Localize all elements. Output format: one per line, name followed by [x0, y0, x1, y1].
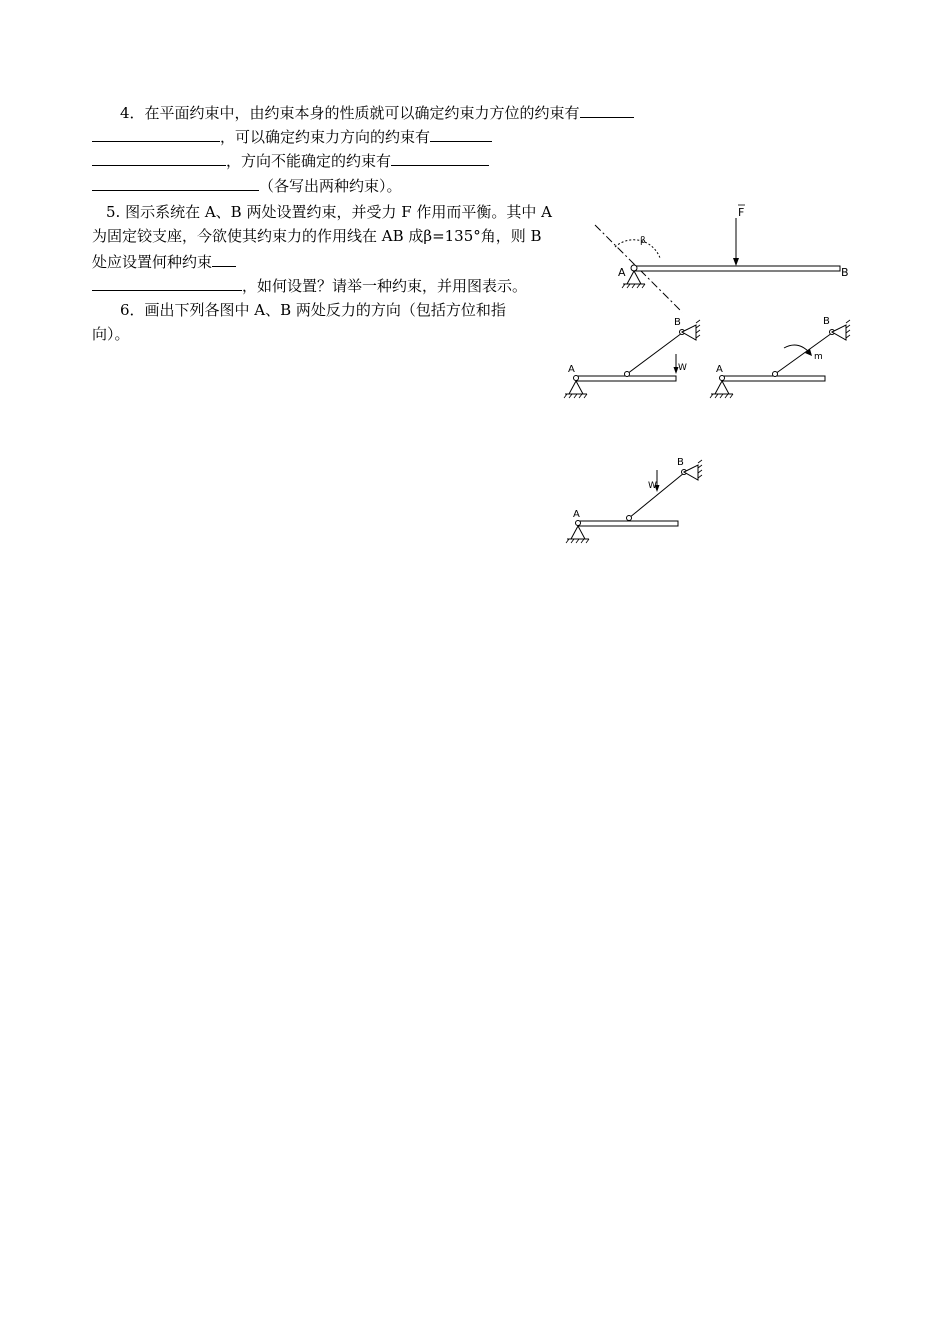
q4-blank-3[interactable]: [430, 124, 492, 142]
hinge-support-a: [627, 271, 641, 284]
q4-line-2: [92, 124, 492, 149]
rod-6a: [627, 333, 682, 374]
q5-blank-1[interactable]: [212, 249, 236, 267]
beam-ab: [634, 266, 840, 271]
pin-a-6b: [720, 376, 725, 381]
pin-a-6a: [574, 376, 579, 381]
figure-q6-b: [706, 310, 856, 410]
pin-mid-6a: [625, 372, 630, 377]
q4-line-3-text: ，方向不能确定的约束有: [226, 152, 392, 170]
pin-mid-6c: [627, 516, 632, 521]
load-label-6c: W: [648, 481, 657, 491]
point-a-label-6c: A: [573, 509, 580, 520]
support-b-6c: [684, 465, 698, 480]
angle-label: β: [640, 236, 646, 246]
q4-line-3: [92, 148, 489, 173]
point-b-label-6a: B: [674, 317, 681, 328]
q4-blank-4[interactable]: [92, 148, 226, 166]
q5-line-2: 为固定铰支座，今欲使其约束力的作用线在 AB 成β=135°角，则 B: [92, 227, 542, 245]
load-label-6a: W: [678, 363, 687, 373]
q4-blank-2[interactable]: [92, 124, 220, 142]
beam-6b: [722, 376, 825, 381]
hinge-support-a-6a: [569, 381, 583, 394]
point-a-label: A: [618, 266, 626, 279]
figure-q6-c: [560, 452, 720, 552]
pin-mid-6b: [773, 372, 778, 377]
pin-a-6c: [576, 521, 581, 526]
hinge-support-a-6c: [571, 526, 585, 539]
point-a-label-6b: A: [716, 364, 723, 375]
moment-label-6b: m: [814, 352, 823, 362]
ground-hatch-a-6c: [566, 539, 589, 543]
q5-line-3: [92, 249, 236, 274]
q6-line-2: 向）。: [92, 325, 130, 343]
q4-line-1: [120, 100, 634, 125]
hatch-b-6a: [696, 320, 700, 338]
hatch-b-6c: [698, 460, 702, 478]
point-b-label: B: [841, 266, 849, 279]
point-b-label-6c: B: [677, 457, 684, 468]
q5-line-1: 5. 图示系统在 A、B 两处设置约束，并受力 F 作用而平衡。其中 A: [106, 203, 553, 221]
q5-line-4-text: ，如何设置？请举一种约束，并用图表示。: [242, 277, 528, 295]
figure-q6-a: [558, 310, 698, 410]
q4-line-1-text: 4．在平面约束中，由约束本身的性质就可以确定约束力方位的约束有: [120, 104, 580, 122]
force-label: F: [738, 206, 745, 219]
figure-q5: [590, 200, 870, 310]
ground-hatch-a-6b: [710, 394, 733, 398]
q4-line-2-text: ，可以确定约束力方向的约束有: [220, 128, 431, 146]
force-arrow-head: [733, 258, 739, 266]
support-b-6b: [832, 325, 846, 340]
hatch-b-6b: [846, 320, 850, 338]
q4-blank-5[interactable]: [391, 148, 489, 166]
q5-blank-2[interactable]: [92, 273, 242, 291]
q5-line-4: [92, 273, 527, 298]
q4-blank-6[interactable]: [92, 173, 259, 191]
ground-hatch-a: [622, 284, 645, 288]
q6-line-1: 6．画出下列各图中 A、B 两处反力的方向（包括方位和指: [120, 301, 506, 319]
q4-blank-1[interactable]: [580, 100, 634, 118]
hinge-support-a-6b: [715, 381, 729, 394]
beam-6c: [578, 521, 678, 526]
point-b-label-6b: B: [823, 316, 830, 327]
q5-line-3-text: 处应设置何种约束: [92, 253, 213, 271]
q4-line-4: [92, 173, 402, 198]
ground-hatch-a-6a: [564, 394, 587, 398]
rod-6b: [775, 333, 832, 374]
q4-line-4-text: （各写出两种约束）。: [259, 177, 402, 195]
point-a-label-6a: A: [568, 364, 575, 375]
support-b-6a: [682, 325, 696, 340]
angle-arc: [615, 240, 660, 258]
